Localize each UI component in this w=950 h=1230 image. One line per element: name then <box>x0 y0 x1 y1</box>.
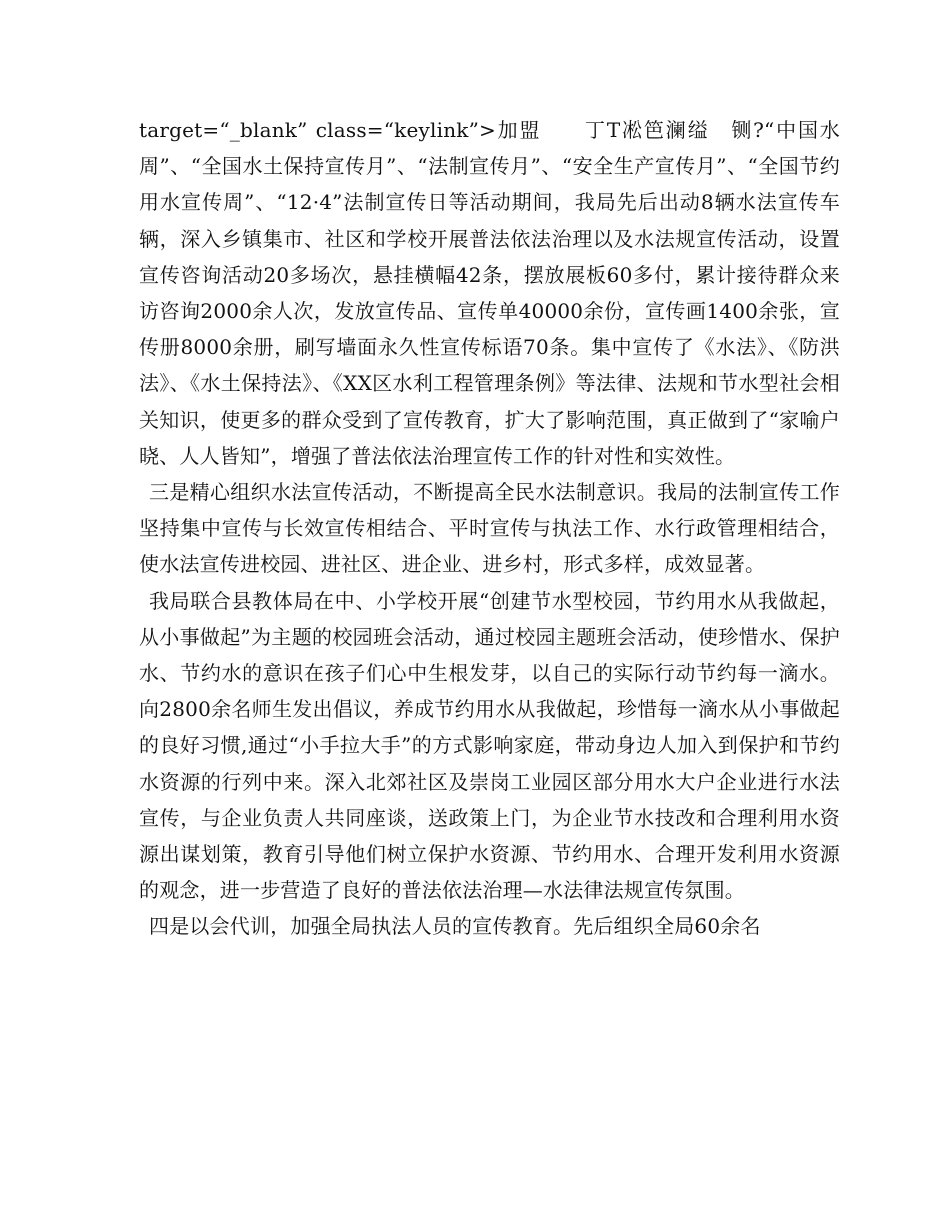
paragraph-campaign-activities: target=“_blank” class=“keylink”>加盟 丁T凇笆澜缢 铡?“中国水周”、“全国水土保持宣传月”、“法制宣传月”、“安全生产宣传月”、“全国节约用水宣传周”、“12·4”法制宣传日等活动期间，我局先后出动8辆水法宣传车辆，深入乡镇集市、社区和学校开展普法依法治理以及水法规宣传活动，设置宣传咨询活动20多场次，悬挂横幅42条，摆放展板60多付，累计接待群众来访咨询2000余人次，发放宣传品、宣传单40000余份，宣传画1400余张，宣传册8000余册，刷写墙面永久性宣传标语70条。集中宣传了《水法》、《防洪法》、《水土保持法》、《XX区水利工程管理条例》等法律、法规和节水型社会相关知识，使更多的群众受到了宣传教育，扩大了影响范围，真正做到了“家喻户晓、人人皆知”，增强了普法依法治理宣传工作的针对性和实效性。 <box>139 118 840 468</box>
paragraph-fourth-point: 四是以会代训，加强全局执法人员的宣传教育。先后组织全局60余名 <box>149 914 761 939</box>
document-body <box>139 112 840 945</box>
paragraph-third-point: 三是精心组织水法宣传活动，不断提高全民水法制意识。我局的法制宣传工作坚持集中宣传与长效宣传相结合、平时宣传与执法工作、水行政管理相结合，使水法宣传进校园、进社区、进企业、进乡村，形式多样，成效显著。 <box>139 480 840 577</box>
paragraph-school-campaign: 我局联合县教体局在中、小学校开展“创建节水型校园，节约用水从我做起，从小事做起”为主题的校园班会活动，通过校园主题班会活动，使珍惜水、保护水、节约水的意识在孩子们心中生根发芽，以自己的实际行动节约每一滴水。向2800余名师生发出倡议，养成节约用水从我做起，珍惜每一滴水从小事做起的良好习惯,通过“小手拉大手”的方式影响家庭，带动身边人加入到保护和节约水资源的行列中来。深入北郊社区及崇岗工业园区部分用水大户企业进行水法宣传，与企业负责人共同座谈，送政策上门，为企业节水技改和合理利用水资源出谋划策，教育引导他们树立保护水资源、节约用水、合理开发利用水资源的观念，进一步营造了良好的普法依法治理—水法律法规宣传氛围。 <box>139 588 840 903</box>
